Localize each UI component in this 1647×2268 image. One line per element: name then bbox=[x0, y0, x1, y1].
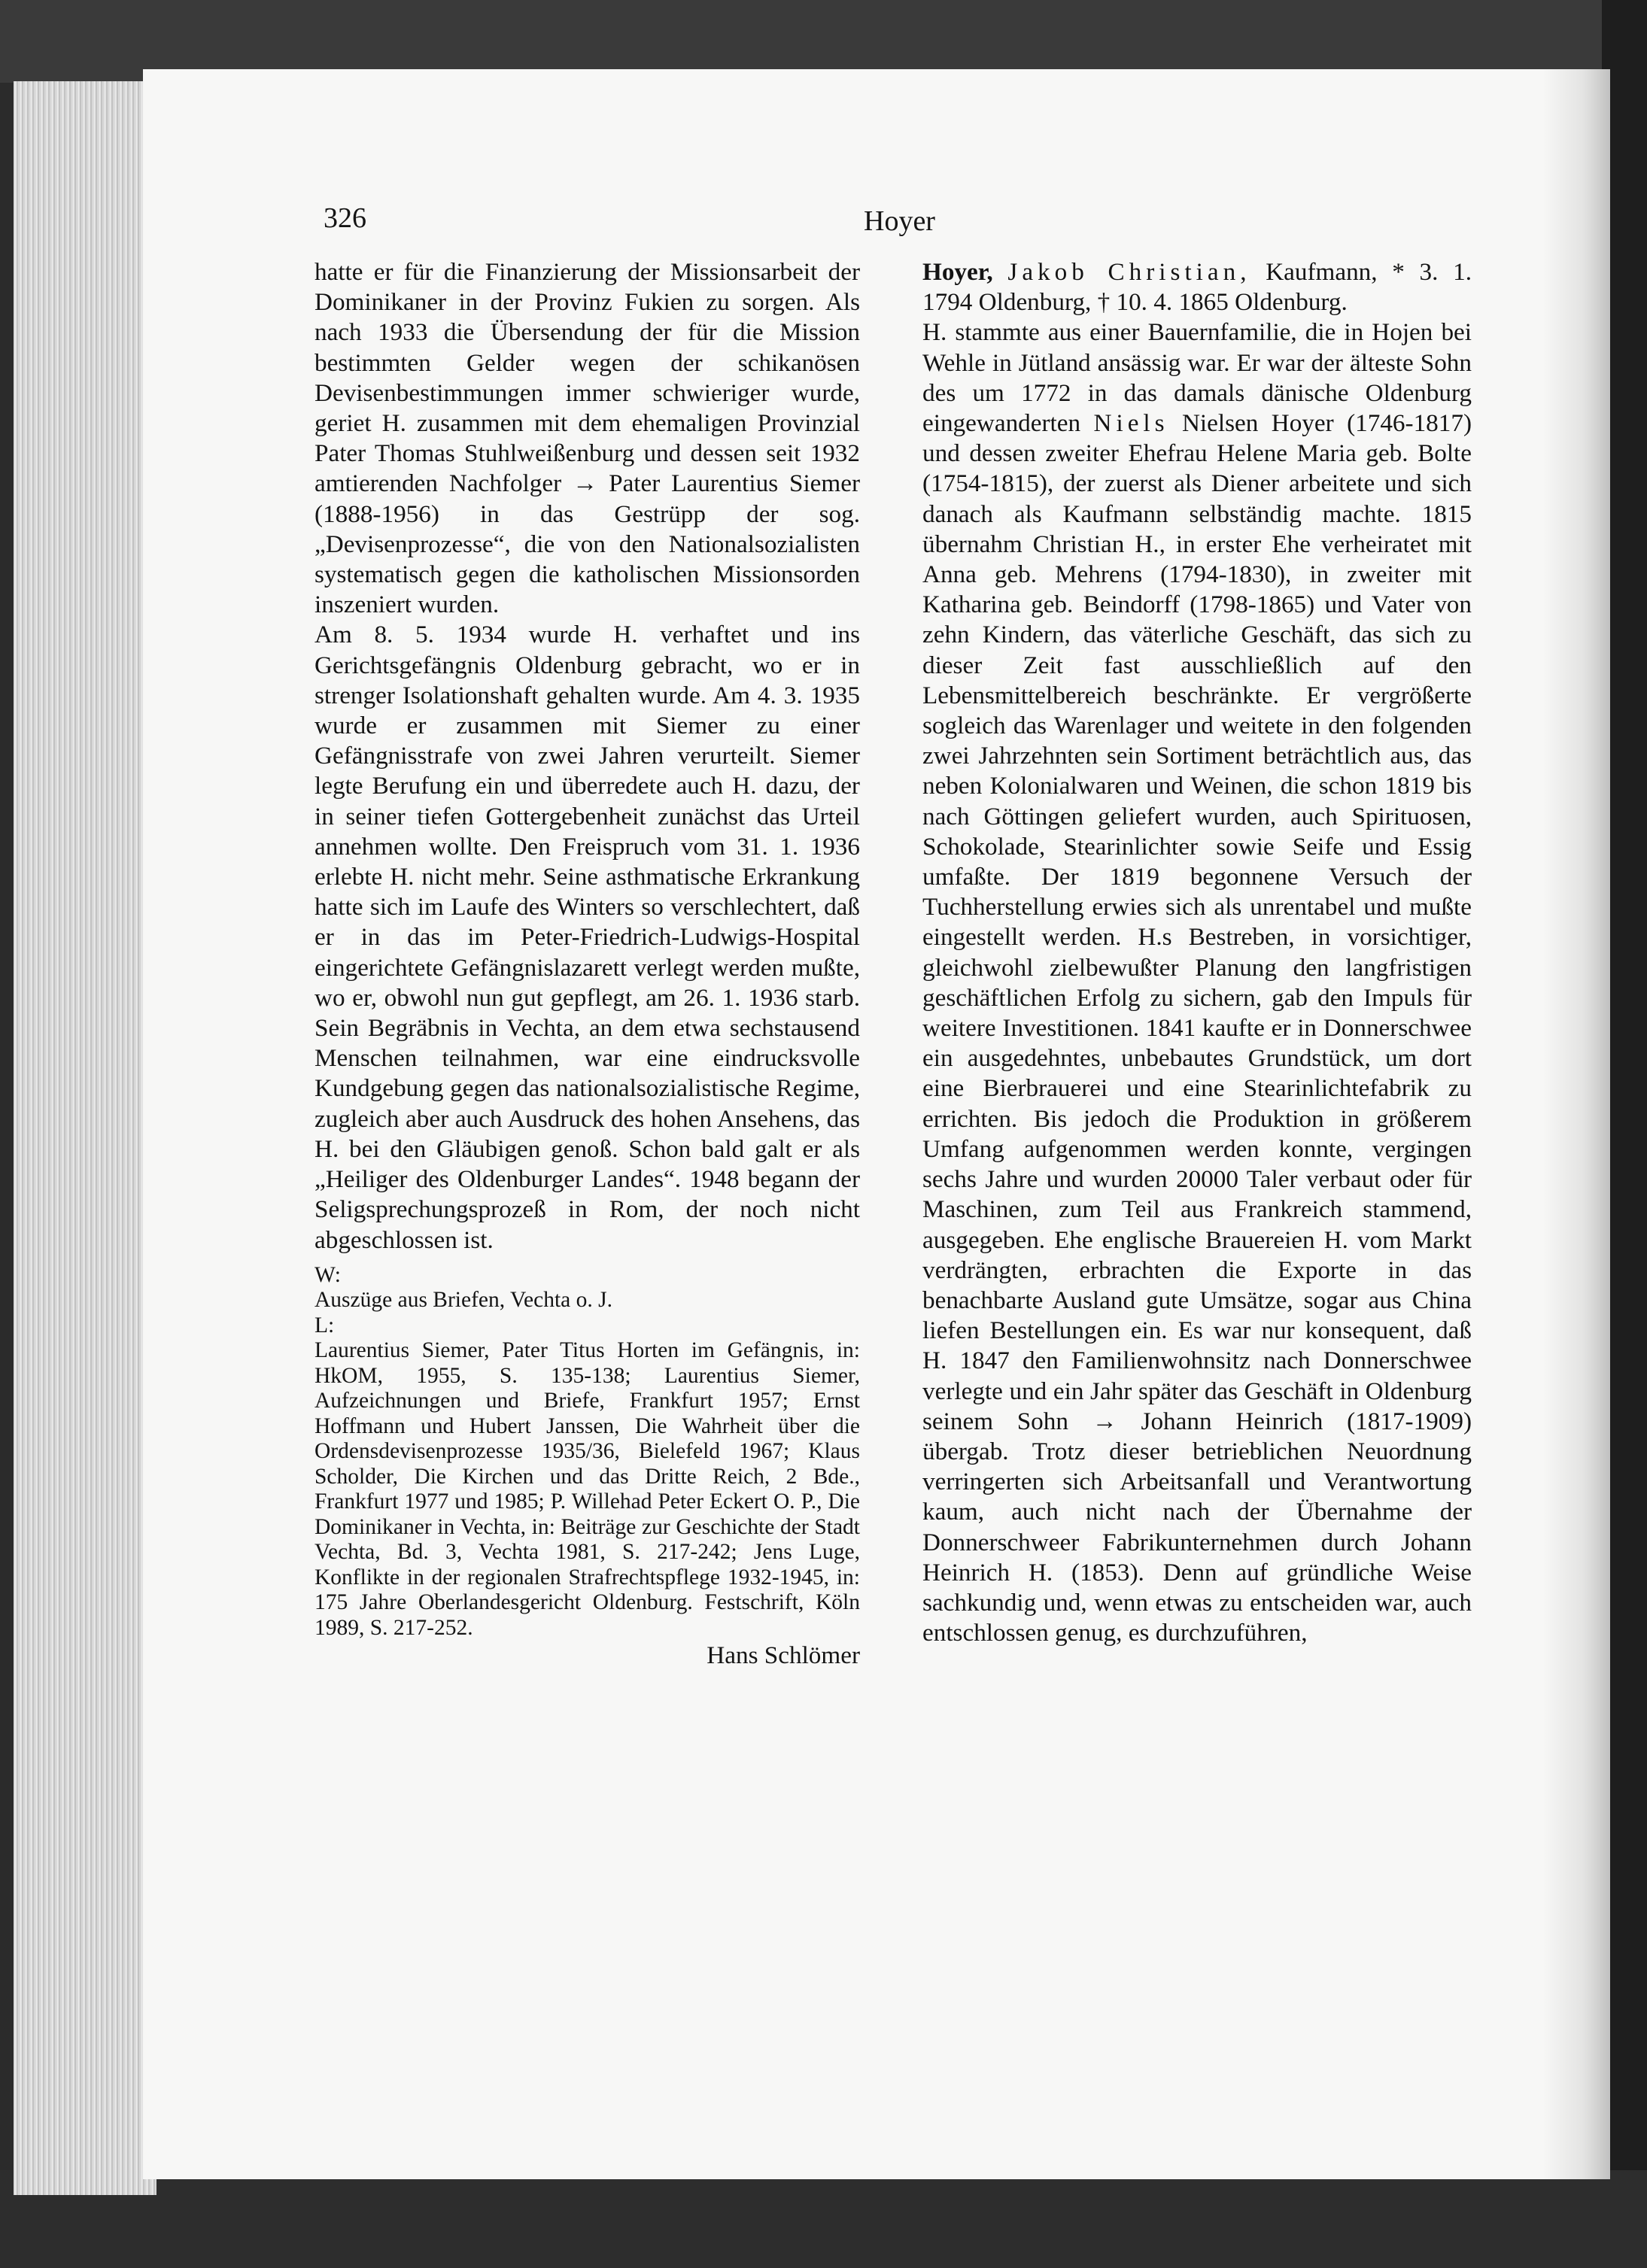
page-stack-edges bbox=[14, 81, 156, 2195]
literature-list: Laurentius Siemer, Pater Titus Horten im Gefängnis, in: HkOM, 1955, S. 135-138; Laurentius Siemer, Aufzeichnungen und Briefe, Frankfurt 1957; Ernst Hoffmann und Hubert Janssen, Die Wahrheit über die Ordensdevisenprozesse 1935/36, Bielefeld 1967; Klaus Scholder, Die Kirchen und das Dritte Reich, 2 Bde., Frankfurt 1977 und 1985; P. Willehad Peter Eckert O. P., Die Dominikaner in Vechta, in: Beiträge zur Geschichte der Stadt Vechta, Bd. 3, Vechta 1981, S. 217-242; Jens Luge, Konflikte in der regionalen Strafrechtspflege 1932-1945, in: 175 Jahre Oberlandesgericht Oldenburg. Festschrift, Köln 1989, S. 217-252. bbox=[315, 1338, 860, 1640]
book-bottom-edge bbox=[0, 2170, 1647, 2268]
running-head: Hoyer bbox=[864, 205, 935, 237]
right-paragraph-1 bbox=[922, 317, 1472, 1648]
right-paragraph-1-start: H. stammte aus einer Bauernfamilie, die in Hojen bei Wehle in Jütland ansässig war. Er war der älteste Sohn des um 1772 in das damals dänische Oldenburg eingewanderten bbox=[922, 318, 1472, 438]
references bbox=[315, 1263, 860, 1641]
entry-heading bbox=[922, 257, 1472, 317]
works-label: W: bbox=[315, 1262, 341, 1287]
entry-name: Hoyer, bbox=[922, 258, 993, 286]
left-paragraph-1: hatte er für die Finanzierung der Missionsarbeit der Dominikaner in der Provinz Fukien zu sorgen. Als nach 1933 die Übersendung der für die Mission bestimmten Gelder wegen der schikanösen Devisenbestimmungen immer schwieriger wurde, geriet H. zusammen mit dem ehemaligen Provinzial Pater Thomas Stuhlweißenburg und dessen seit 1932 amtierenden Nachfolger → Pater Laurentius Siemer (1888-1956) in das Gestrüpp der sog. „Devisenprozesse“, die von den Nationalsozialisten systematisch gegen die katholischen Missionsorden inszeniert wurden. bbox=[315, 258, 860, 619]
left-paragraph-2: Am 8. 5. 1934 wurde H. verhaftet und ins Gerichtsgefängnis Oldenburg gebracht, wo er in strenger Isolationshaft gehalten wurde. Am 4. 3. 1935 wurde er zusammen mit Siemer zu einer Gefängnisstrafe von zwei Jahren verurteilt. Siemer legte Berufung ein und überredete auch H. dazu, der in seiner tiefen Gottergebenheit zunächst das Urteil annehmen wollte. Den Freispruch vom 31. 1. 1936 erlebte H. nicht mehr. Seine asthmatische Erkrankung hatte sich im Laufe des Winters so verschlechtert, daß er in das im Peter-Friedrich-Ludwigs-Hospital eingerichtete Gefängnislazarett verlegt werden mußte, wo er, obwohl nun gut gepflegt, am 26. 1. 1936 starb. Sein Begräbnis in Vechta, an dem etwa sechstausend Menschen teilnahmen, war eine eindrucksvolle Kundgebung gegen das nationalsozialistische Regime, zugleich aber auch Ausdruck des hohen Ansehens, das H. bei den Gläubigen genoß. Schon bald galt er als „Heiliger des Oldenburger Landes“. 1948 begann der Seligsprechungsprozeß in Rom, der noch nicht abgeschlossen ist. bbox=[315, 621, 860, 1254]
right-paragraph-1-spaced-name: Niels bbox=[1093, 409, 1169, 438]
entry-given-names: Jakob Christian, bbox=[1007, 258, 1251, 286]
page-number: 326 bbox=[324, 202, 366, 234]
entry-occupation: Kaufmann, bbox=[1266, 258, 1378, 286]
gutter-shadow bbox=[1542, 69, 1610, 2179]
right-column bbox=[922, 257, 1472, 1648]
right-paragraph-1-rest: Nielsen Hoyer (1746-1817) und dessen zweiter Ehefrau Helene Maria geb. Bolte (1754-1815), der zuerst als Diener arbeitete und sich danach als Kaufmann selbständig machte. 1815 übernahm Christian H., in erster Ehe verheiratet mit Anna geb. Mehrens (1794-1830), in zweiter mit Katharina geb. Beindorff (1798-1865) und Vater von zehn Kindern, das väterliche Geschäft, das sich zu dieser Zeit fast ausschließlich auf den Lebensmittelbereich beschränkte. Er vergrößerte sogleich das Warenlager und weitete in den folgenden zwei Jahrzehnten sein Sortiment beträchtlich aus, das neben Kolonialwaren und Weinen, die schon 1819 bis nach Göttingen geliefert wurden, auch Spirituosen, Schokolade, Stearinlichter sowie Seife und Essig umfaßte. Der 1819 begonnene Versuch der Tuchherstellung erwies sich als unrentabel und mußte eingestellt werden. H.s Bestreben, in vorsichtiger, gleichwohl zielbewußter Planung den langfristigen geschäftlichen Erfolg zu sichern, gab den Impuls für weitere Investitionen. 1841 kaufte er in Donnerschwee ein ausgedehntes, unbebautes Grundstück, um dort eine Bierbrauerei und eine Stearinlichtefabrik zu errichten. Bis jedoch die Produktion in größerem Umfang aufgenommen werden konnte, vergingen sechs Jahre und wurden 20000 Taler verbaut oder für Maschinen, zum Teil aus Frankreich stammend, ausgegeben. Ehe englische Brauereien H. vom Markt verdrängten, erbrachten die Exporte in das benachbarte Ausland gute Umsätze, sogar aus China liefen Bestellungen ein. Es war nur konsequent, daß H. 1847 den Familienwohnsitz nach Donnerschwee verlegte und ein Jahr später das Geschäft in Oldenburg seinem Sohn → Johann Heinrich (1817-1909) übergab. Trotz dieser betrieblichen Neuordnung verringerten sich Arbeitsanfall und Verantwortung kaum, auch nicht nach der Übernahme der Donnerschweer Fabrikunternehmen durch Johann Heinrich H. (1853). Denn auf gründliche Weise sachkundig und, wenn etwas zu entscheiden war, auch entschlossen genug, es durchzuführen, bbox=[922, 409, 1472, 1647]
works-list: Auszüge aus Briefen, Vechta o. J. bbox=[315, 1288, 612, 1313]
article-author: Hans Schlömer bbox=[707, 1641, 860, 1670]
literature-label: L: bbox=[315, 1313, 335, 1337]
left-column bbox=[315, 257, 860, 1671]
entry-birth-death: * 3. 1. 1794 Oldenburg, † 10. 4. 1865 Oldenburg. bbox=[922, 258, 1472, 317]
